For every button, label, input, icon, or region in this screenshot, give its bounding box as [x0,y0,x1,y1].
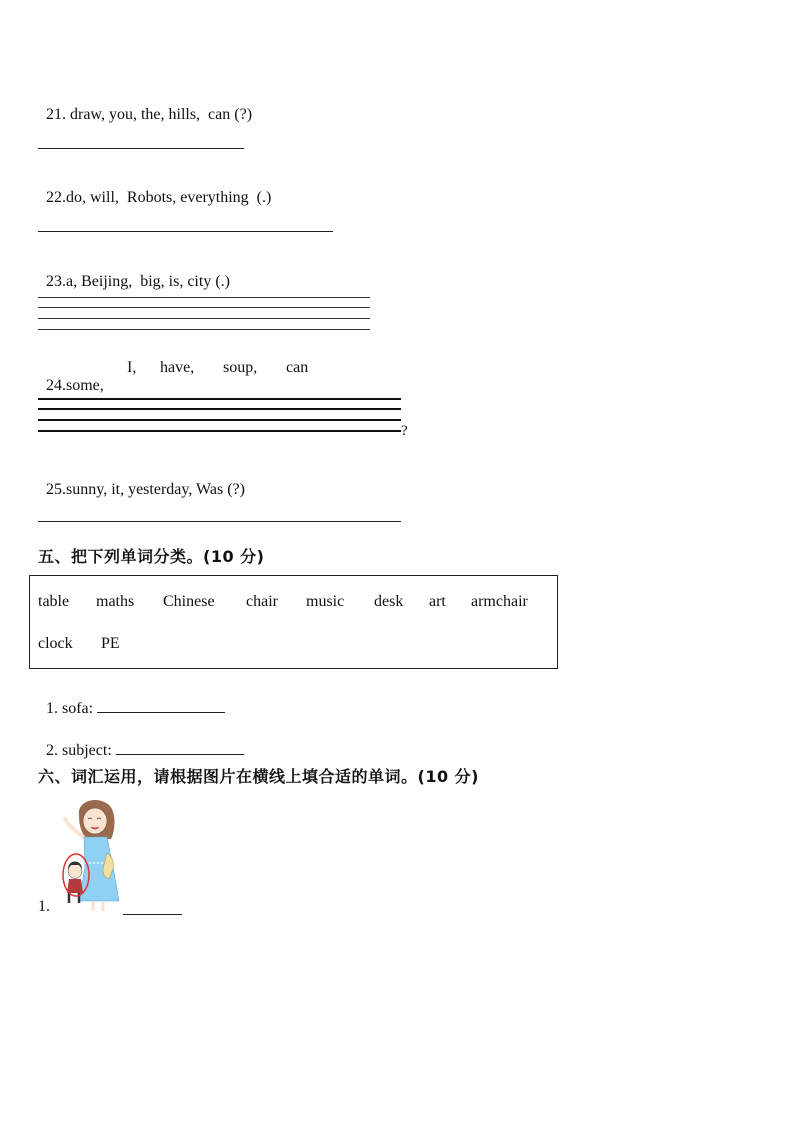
question-22 [38,171,271,207]
answer-line-25[interactable] [38,521,401,522]
question-text: sunny, it, yesterday, Was (?) [66,481,245,498]
question-21 [38,88,252,124]
answer-line-23d[interactable] [38,329,370,330]
answer-line-21[interactable] [38,148,244,149]
word-item: armchair [471,593,528,610]
word-item: chair [246,593,278,610]
answer-line-23b[interactable] [38,307,370,308]
word-item: desk [374,593,404,610]
answer-line-23c[interactable] [38,318,370,319]
question-text: do, will, Robots, everything (.) [66,189,272,206]
word-item: Chinese [163,593,215,610]
question-text: a, Beijing, big, is, city (.) [66,273,230,290]
question-number: 24. [46,377,66,394]
classify-item-2 [38,724,244,760]
word-item: maths [96,593,135,610]
question-word: can [286,359,309,376]
question-word: soup, [223,359,258,376]
answer-blank[interactable] [116,754,244,755]
question-word: some, [66,377,104,394]
word-item: music [306,593,345,610]
section-5-title: 五、把下列单词分类。(10 分) [38,547,265,566]
question-number: 22. [46,189,66,206]
word-item: clock [38,635,73,652]
answer-line-24c[interactable] [38,419,401,421]
answer-line-23a[interactable] [38,297,370,298]
question-24 [38,359,104,395]
classify-label: 1. sofa: [46,700,98,717]
question-number: 21. [46,106,66,123]
classify-label: 2. subject: [46,742,116,759]
question-word: have, [160,359,195,376]
classify-item-1 [38,682,225,718]
question-number: 23. [46,273,66,290]
word-item: table [38,593,70,610]
answer-line-22[interactable] [38,231,333,232]
answer-line-24b[interactable] [38,408,401,410]
word-bank-box [29,575,558,669]
question-23 [38,255,230,291]
word-item: PE [101,635,120,652]
mother-child-illustration [57,797,123,913]
picture-item-1-number: 1. [38,898,50,915]
section-6-title: 六、词汇运用，请根据图片在横线上填合适的单词。(10 分) [38,767,479,786]
answer-line-picture-1[interactable] [123,914,182,915]
question-text: draw, you, the, hills, can (?) [66,106,253,123]
answer-blank[interactable] [97,712,225,713]
answer-line-24d[interactable] [38,430,401,432]
question-25 [38,463,245,499]
question-number: 25. [46,481,66,498]
answer-line-24a[interactable] [38,398,401,400]
word-item: art [429,593,446,610]
question-word: I, [127,359,137,376]
end-mark: ? [401,423,408,439]
